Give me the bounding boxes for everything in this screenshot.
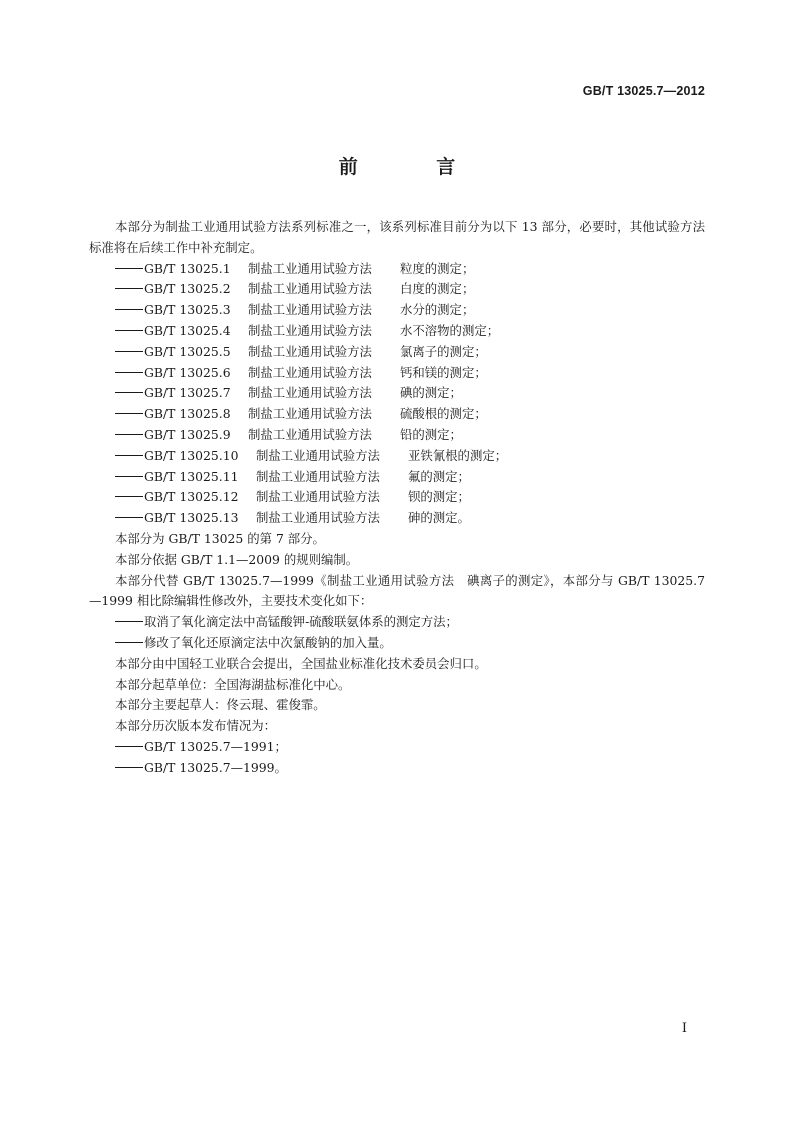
part-method: 制盐工业通用试验方法	[248, 426, 372, 442]
em-dash-mark	[115, 309, 143, 310]
list-item	[89, 446, 705, 467]
em-dash-mark	[115, 496, 143, 497]
part-topic: 水分的测定；	[400, 302, 475, 318]
part-topic: 碘的测定；	[400, 385, 462, 401]
em-dash-mark	[115, 372, 143, 373]
part-code: GB/T 13025.11	[144, 468, 239, 484]
list-item	[89, 404, 705, 425]
em-dash-mark	[115, 288, 143, 289]
list-item	[89, 279, 705, 300]
standard-code-header: GB/T 13025.7—2012	[582, 84, 705, 98]
part-method: 制盐工业通用试验方法	[248, 281, 372, 297]
em-dash-mark	[115, 476, 143, 477]
list-item	[89, 508, 705, 529]
list-item	[89, 321, 705, 342]
proposed-by-statement: 本部分由中国轻工业联合会提出，全国盐业标准化技术委员会归口。	[115, 655, 487, 671]
list-item	[89, 425, 705, 446]
list-item	[89, 612, 705, 633]
part-topic: 氟的测定；	[408, 468, 470, 484]
history-entry: GB/T 13025.7—1991；	[144, 738, 287, 754]
part-method: 制盐工业通用试验方法	[248, 364, 372, 380]
part-method: 制盐工业通用试验方法	[248, 343, 372, 359]
list-item	[89, 467, 705, 488]
list-item	[89, 633, 705, 654]
part-code: GB/T 13025.6	[144, 364, 231, 380]
em-dash-mark	[115, 268, 143, 269]
list-item	[89, 363, 705, 384]
part-topic: 白度的测定；	[400, 281, 475, 297]
intro-paragraph: 本部分为制盐工业通用试验方法系列标准之一，该系列标准目前分为以下 13 部分，必要时，其他试验方法标准将在后续工作中补充制定。	[89, 219, 705, 255]
part-topic: 钡的测定；	[408, 489, 470, 505]
change-text: 取消了氧化滴定法中高锰酸钾-硫酸联氨体系的测定方法；	[144, 614, 458, 630]
part-method: 制盐工业通用试验方法	[248, 385, 372, 401]
em-dash-mark	[115, 330, 143, 331]
list-item	[89, 487, 705, 508]
em-dash-mark	[115, 434, 143, 435]
change-text: 修改了氧化还原滴定法中次氯酸钠的加入量。	[144, 634, 392, 650]
em-dash-mark	[115, 413, 143, 414]
list-item	[89, 383, 705, 404]
replacement-statement: 本部分代替 GB/T 13025.7—1999《制盐工业通用试验方法 碘离子的测定》，本部分与 GB/T 13025.7—1999 相比除编辑性修改外，主要技术变化如下：	[89, 572, 705, 609]
list-item	[89, 342, 705, 363]
part-code: GB/T 13025.13	[144, 510, 239, 526]
list-item	[89, 259, 705, 280]
drafters-statement: 本部分主要起草人：佟云琨、霍俊霏。	[115, 697, 326, 713]
part-code: GB/T 13025.10	[144, 447, 239, 463]
part-method: 制盐工业通用试验方法	[248, 322, 372, 338]
part-code: GB/T 13025.3	[144, 302, 231, 318]
part-method: 制盐工业通用试验方法	[256, 468, 380, 484]
part-topic: 钙和镁的测定；	[400, 364, 487, 380]
list-item	[89, 300, 705, 321]
history-entry: GB/T 13025.7—1999。	[144, 759, 287, 775]
part-code: GB/T 13025.8	[144, 406, 231, 422]
part-code: GB/T 13025.4	[144, 322, 231, 338]
part-topic: 硫酸根的测定；	[400, 406, 487, 422]
part-topic: 粒度的测定；	[400, 260, 475, 276]
part-method: 制盐工业通用试验方法	[256, 447, 380, 463]
drafting-rules-statement: 本部分依据 GB/T 1.1—2009 的规则编制。	[115, 551, 359, 567]
changes-list	[89, 612, 705, 654]
part-code: GB/T 13025.9	[144, 426, 231, 442]
part-topic: 氯离子的测定；	[400, 343, 487, 359]
part-number-statement: 本部分为 GB/T 13025 的第 7 部分。	[115, 530, 325, 546]
part-code: GB/T 13025.2	[144, 281, 231, 297]
em-dash-mark	[115, 392, 143, 393]
drafting-unit-statement: 本部分起草单位：全国海湖盐标准化中心。	[115, 676, 351, 692]
part-method: 制盐工业通用试验方法	[248, 260, 372, 276]
parts-list	[89, 259, 705, 529]
em-dash-mark	[115, 621, 143, 622]
page-number: I	[681, 1021, 687, 1036]
part-method: 制盐工业通用试验方法	[256, 489, 380, 505]
part-method: 制盐工业通用试验方法	[248, 302, 372, 318]
part-topic: 砷的测定。	[408, 510, 470, 526]
em-dash-mark	[115, 517, 143, 518]
part-topic: 铅的测定；	[400, 426, 462, 442]
em-dash-mark	[115, 746, 143, 747]
document-body	[89, 217, 705, 779]
page-title: 前 言	[338, 156, 492, 178]
part-code: GB/T 13025.5	[144, 343, 231, 359]
history-intro-statement: 本部分历次版本发布情况为：	[115, 718, 277, 734]
list-item	[89, 758, 705, 779]
em-dash-mark	[115, 351, 143, 352]
em-dash-mark	[115, 642, 143, 643]
history-list	[89, 737, 705, 779]
part-code: GB/T 13025.12	[144, 489, 239, 505]
part-topic: 水不溶物的测定；	[400, 322, 500, 338]
part-topic: 亚铁氰根的测定；	[408, 447, 508, 463]
part-code: GB/T 13025.1	[144, 260, 231, 276]
part-code: GB/T 13025.7	[144, 385, 231, 401]
list-item	[89, 737, 705, 758]
em-dash-mark	[115, 455, 143, 456]
part-method: 制盐工业通用试验方法	[256, 510, 380, 526]
em-dash-mark	[115, 767, 143, 768]
part-method: 制盐工业通用试验方法	[248, 406, 372, 422]
